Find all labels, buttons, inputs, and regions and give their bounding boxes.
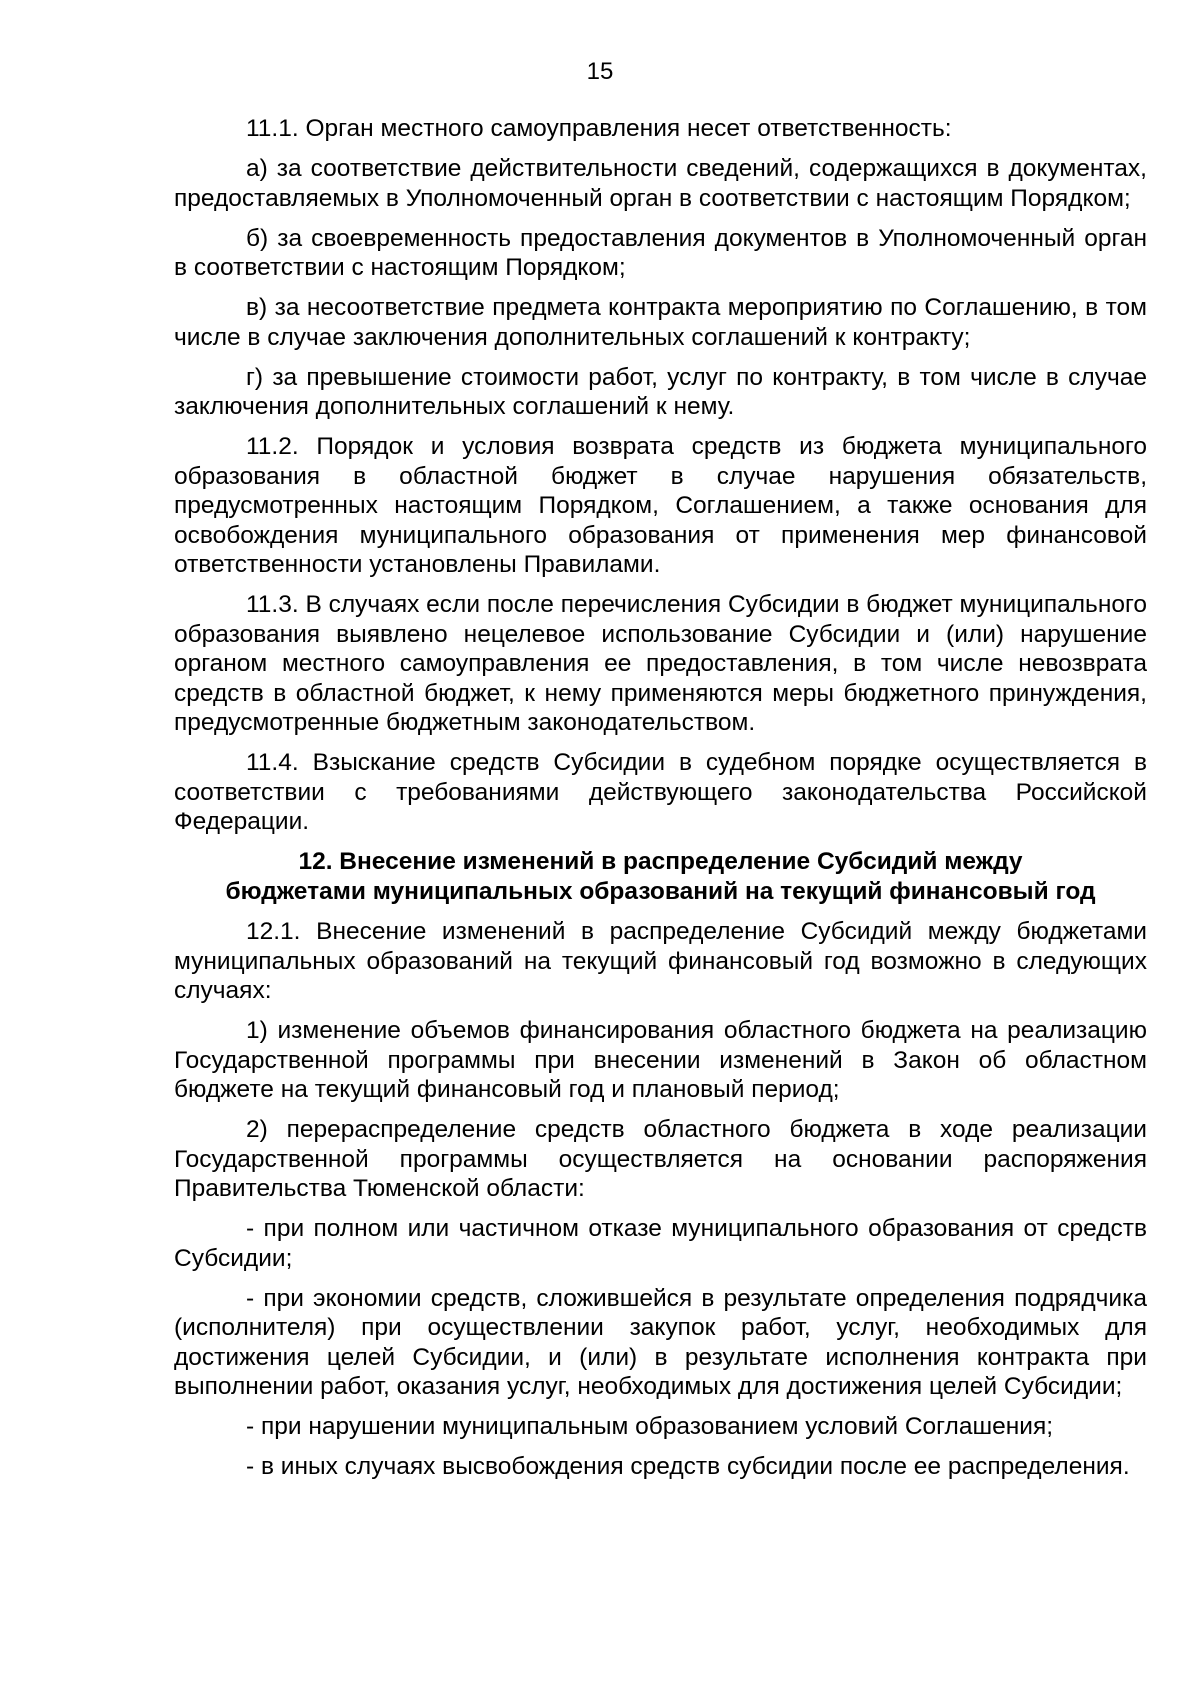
list-item-savings: - при экономии средств, сложившейся в результате определения подрядчика (исполнителя) при осуществлении закупок работ, услуг, необходимых для достижения целей Субсидии, и (или) в результате исполнения контракта при выполнении работ, оказания услуг, необходимых для достижения целей Субсидии; [174, 1284, 1147, 1400]
paragraph-12-1: 12.1. Внесение изменений в распределение Субсидий между бюджетами муниципальных образований на текущий финансовый год возможно в следующих случаях: [174, 918, 1147, 1004]
list-item-refusal: - при полном или частичном отказе муниципального образования от средств Субсидии; [174, 1215, 1147, 1272]
paragraph-11-3: 11.3. В случаях если после перечисления Субсидии в бюджет муниципального образования выявлено нецелевое использование Субсидии и (или) нарушение органом местного самоуправления ее предоставления, в том числе невозврата средств в областной бюджет, к нему применяются меры бюджетного принуждения, предусмотренные бюджетным законодательством. [174, 591, 1147, 736]
section-heading-line-2: бюджетами муниципальных образований на текущий финансовый год [225, 878, 1096, 905]
paragraph-12-1-2: 2) перераспределение средств областного бюджета в ходе реализации Государственной программы осуществляется на основании распоряжения Правительства Тюменской области: [174, 1116, 1147, 1202]
list-item-violation: - при нарушении муниципальным образованием условий Соглашения; [246, 1413, 1054, 1440]
paragraph-11-1: 11.1. Орган местного самоуправления несет ответственность: [246, 115, 952, 142]
paragraph-11-4: 11.4. Взыскание средств Субсидии в судебном порядке осуществляется в соответствии с требованиями действующего законодательства Российской Федерации. [174, 749, 1147, 835]
document-body [174, 114, 1147, 1492]
section-heading-12 [174, 847, 1147, 907]
section-heading-line-1: 12. Внесение изменений в распределение Субсидий между [298, 848, 1023, 875]
paragraph-12-1-1: 1) изменение объемов финансирования областного бюджета на реализацию Государственной программы при внесении изменений в Закон об областном бюджете на текущий финансовый год и плановый период; [174, 1017, 1147, 1103]
list-item-other-cases: - в иных случаях высвобождения средств субсидии после ее распределения. [246, 1453, 1130, 1480]
paragraph-11-2: 11.2. Порядок и условия возврата средств из бюджета муниципального образования в областной бюджет в случае нарушения обязательств, предусмотренных настоящим Порядком, Соглашением, а также основания для освобождения муниципального образования от применения мер финансовой ответственности установлены Правилами. [174, 433, 1147, 578]
paragraph-11-1-g: г) за превышение стоимости работ, услуг по контракту, в том числе в случае заключения дополнительных соглашений к нему. [174, 363, 1147, 420]
paragraph-11-1-b: б) за своевременность предоставления документов в Уполномоченный орган в соответствии с настоящим Порядком; [174, 224, 1147, 281]
paragraph-11-1-a: а) за соответствие действительности сведений, содержащихся в документах, предоставляемых в Уполномоченный орган в соответствии с настоящим Порядком; [174, 155, 1147, 212]
page-number: 15 [586, 58, 614, 85]
paragraph-11-1-v: в) за несоответствие предмета контракта мероприятию по Соглашению, в том числе в случае заключения дополнительных соглашений к контракту; [174, 294, 1147, 351]
